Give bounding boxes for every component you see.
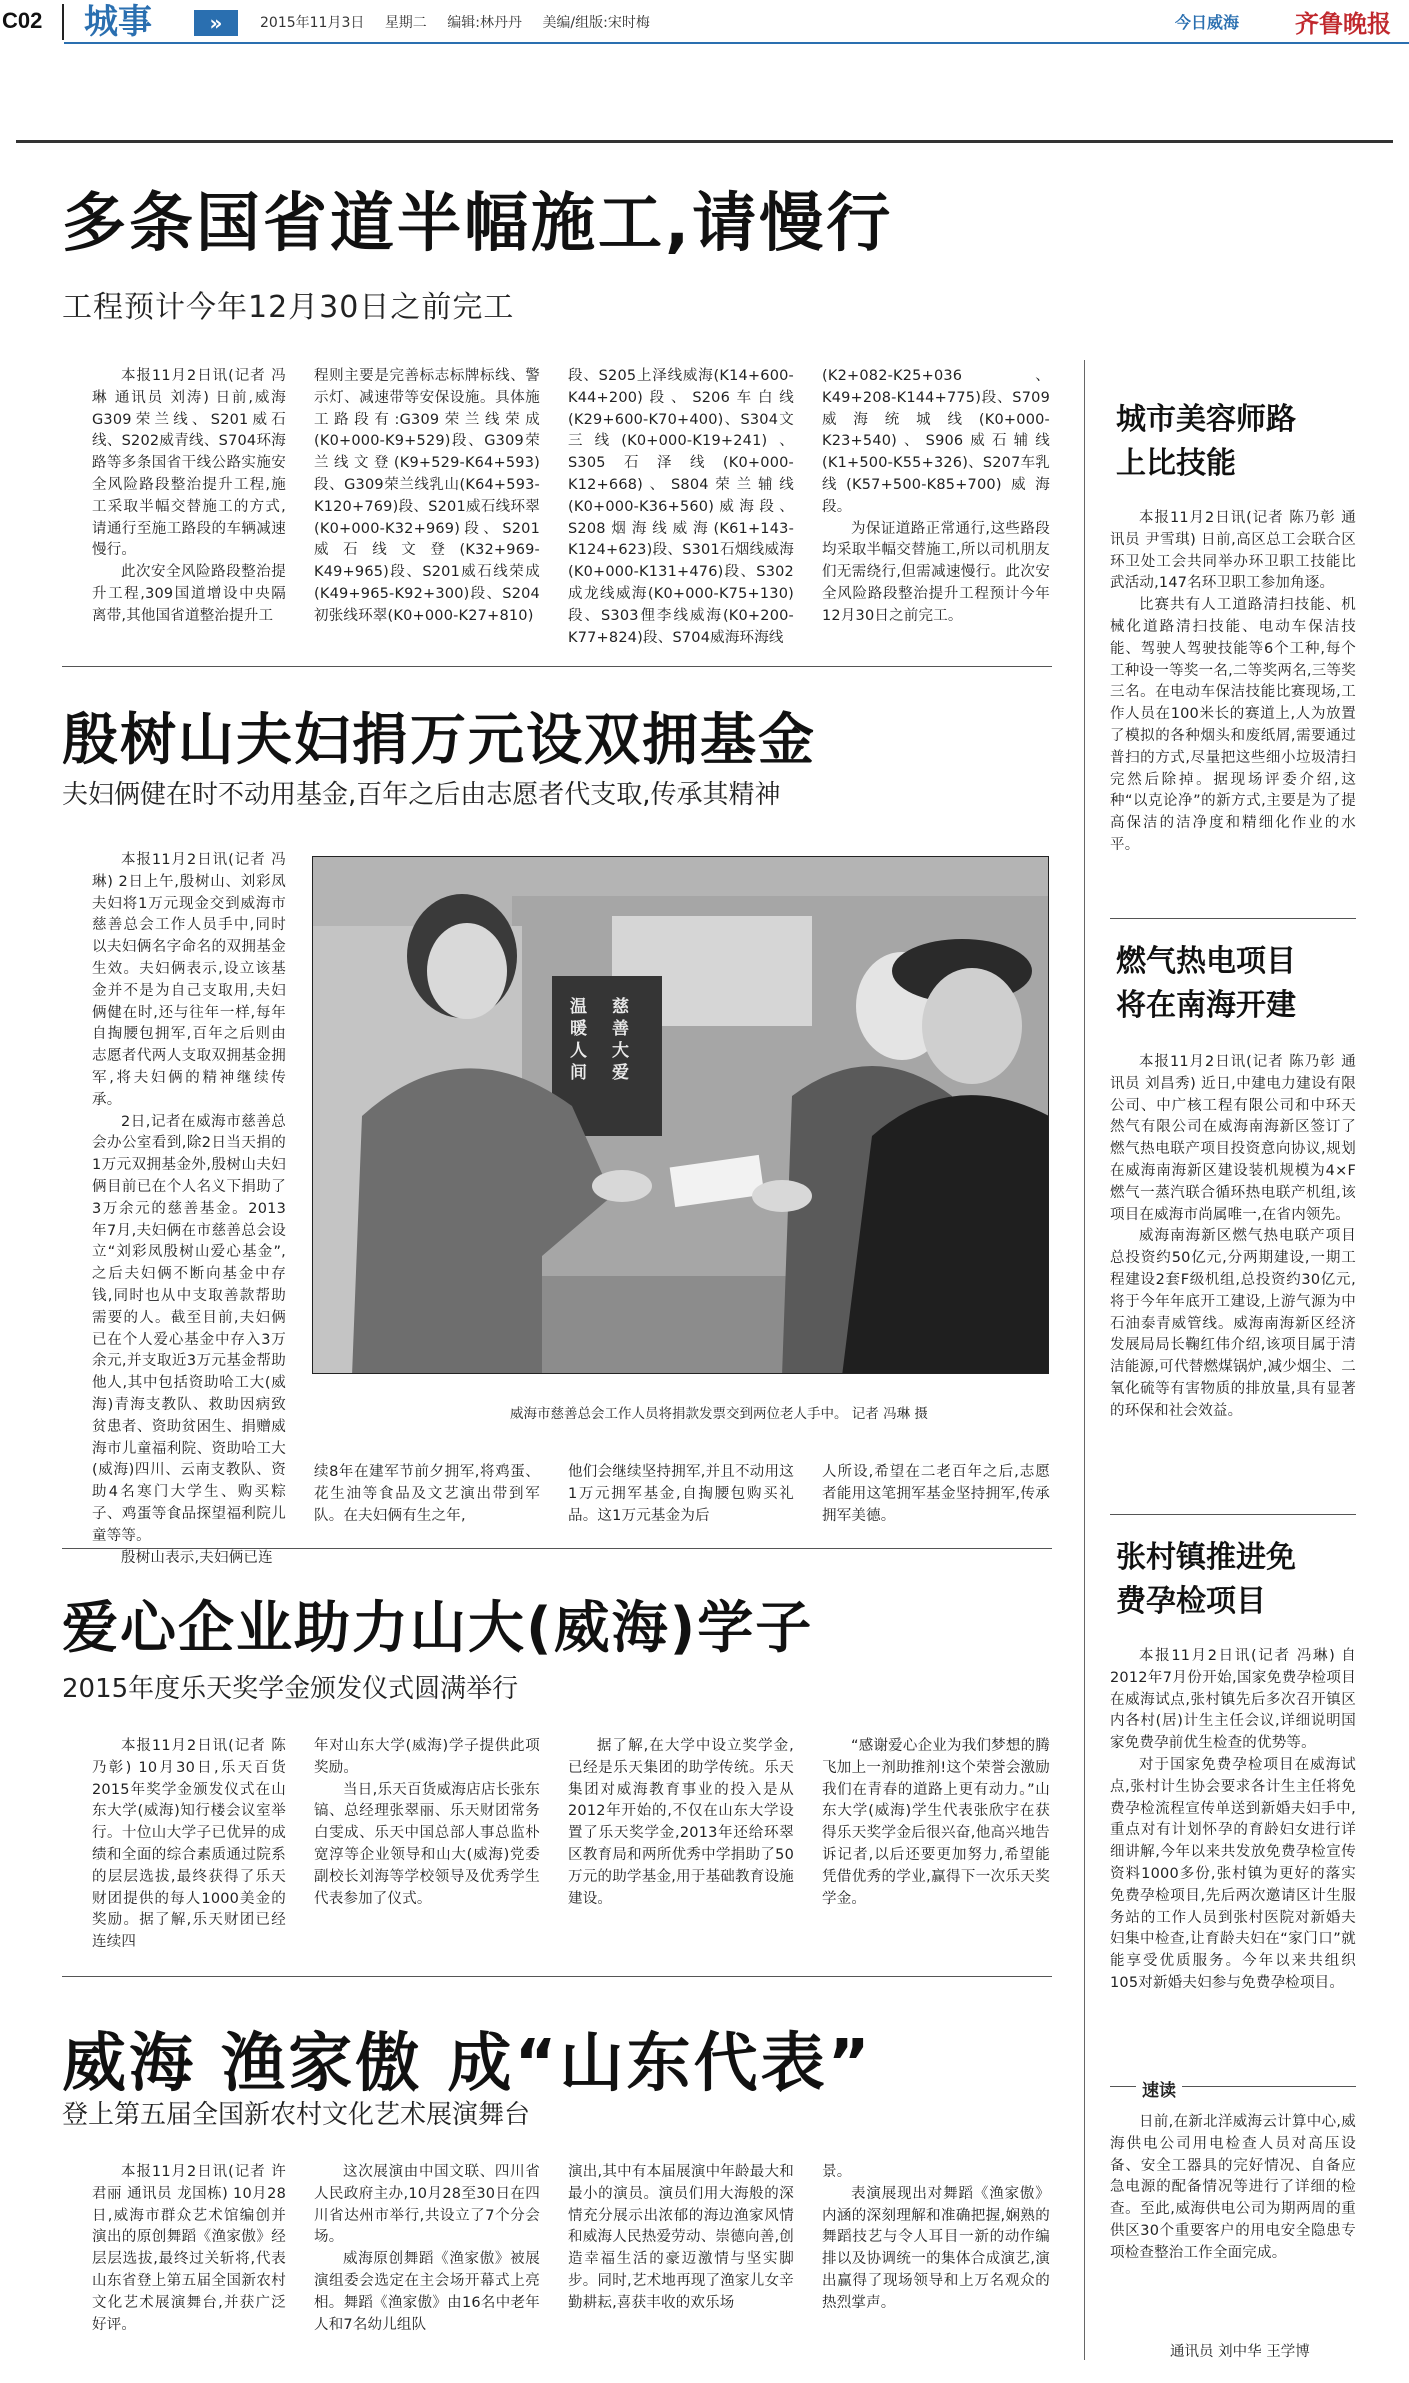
article3-col-1 — [92, 1736, 286, 1954]
article2-bottom-rule — [62, 1548, 1052, 1549]
article4-col-2 — [314, 2162, 540, 2336]
news-flash-byline: 通讯员 刘中华 王学博 — [1170, 2344, 1310, 2360]
article4-para: 演出,其中有本届展演中年龄最大和最小的演员。演员们用大海般的深情充分展示出浓郁的海边渔家风情和威海人民热爱劳动、崇德向善,创造幸福生活的豪迈激情与坚实脚步。同时,艺术地再现了渔家儿女辛勤耕耘,喜获丰收的欢乐场 — [568, 2164, 794, 2311]
header-rule — [64, 42, 1409, 44]
article3-col-3 — [568, 1736, 794, 1910]
news-flash-para: 日前,在新北洋威海云计算中心,威海供电公司用电检查人员对高压设备、安全工器具的完好情况、自备应急电源的配备情况等进行了详细的检查。至此,威海供电公司为期两周的重供区30个重要客户的用电安全隐患专项检查整治工作全面完成。 — [1110, 2114, 1356, 2261]
plaque-text: 慈善 — [612, 997, 629, 1039]
article4-subtitle: 登上第五届全国新农村文化艺术展演舞台 — [62, 2100, 531, 2130]
editor: 编辑:林丹丹 — [447, 15, 522, 31]
article1-bottom-rule — [62, 666, 1052, 667]
sidebar2-title: 燃气热电项目将在南海开建 — [1116, 944, 1296, 1023]
photo-illustration — [312, 856, 1049, 1374]
article4-para: 表演展现出对舞蹈《渔家傲》内涵的深刻理解和准确把握,娴熟的舞蹈技艺与令人耳目一新的动作编排以及协调统一的集体合成演艺,演出赢得了现场领导和上万名观众的热烈掌声。 — [822, 2185, 1050, 2311]
issue-date: 2015年11月3日 — [260, 15, 365, 31]
sidebar3-para: 本报11月2日讯(记者 冯琳) 自2012年7月份开始,国家免费孕检项目在威海试点,张村镇先后多次召开镇区内各村(居)计生主任会议,详细说明国家免费孕前优生检查的优势等。 — [1110, 1648, 1356, 1752]
page-number: C02 — [2, 8, 43, 33]
article1-title: 多条国省道半幅施工,请慢行 — [62, 187, 894, 261]
article3-title: 爱心企业助力山大(威海)学子 — [62, 1596, 814, 1661]
sidebar2-para: 威海南海新区燃气热电联产项目总投资约50亿元,分两期建设,一期工程建设2套F级机组,总投资约30亿元,将于今年年底开工建设,上游气源为中石油泰青威管线。威海南海新区经济发展局局长鞠红伟介绍,该项目属于清洁能源,可代替燃煤锅炉,减少烟尘、二氧化硫等有害物质的排放量,具有显著的环保和社会效益。 — [1110, 1228, 1356, 1419]
section-arrow-icon: » — [194, 10, 238, 36]
article1-para: 此次安全风险路段整治提升工程,309国道增设中央隔离带,其他国省道整治提升工 — [92, 564, 286, 624]
article1-col-2 — [314, 366, 540, 628]
designer: 美编/组版:宋时梅 — [542, 15, 650, 31]
article1-col-3 — [568, 366, 794, 649]
article2-para: 续8年在建军节前夕拥军,将鸡蛋、花生油等食品及文艺演出带到军队。在夫妇俩有生之年, — [314, 1464, 540, 1524]
plaque-text-left — [570, 996, 590, 1084]
sidebar3-title: 张村镇推进免费孕检项目 — [1116, 1540, 1296, 1619]
article1-para: 本报11月2日讯(记者 冯琳 通讯员 刘涛) 日前,威海G309荣兰线、S201威石线、S202威青线、S704环海路等多条国省干线公路实施安全风险路段整治提升工程,施工采取半幅交替施工的方式,请通行至施工路段的车辆减速慢行。 — [92, 368, 286, 559]
article4-para: 景。 — [822, 2164, 852, 2180]
news-photo — [312, 856, 1049, 1374]
article2-col-3 — [568, 1462, 794, 1527]
article2-subtitle: 夫妇俩健在时不动用基金,百年之后由志愿者代支取,传承其精神 — [62, 780, 781, 810]
plaque-text: 人间 — [570, 1041, 587, 1083]
plaque-text-right — [612, 996, 632, 1084]
sidebar2-body — [1110, 1052, 1356, 1423]
header-bottom-rule — [16, 140, 1393, 143]
article3-subtitle: 2015年度乐天奖学金颁发仪式圆满举行 — [62, 1674, 519, 1704]
article1-subtitle: 工程预计今年12月30日之前完工 — [62, 290, 515, 325]
article4-para: 这次展演由中国文联、四川省人民政府主办,10月28至30日在四川省达州市举行,共设立了7个分会场。 — [314, 2164, 540, 2246]
article2-para: 他们会继续坚持拥军,并且不动用这1万元拥军基金,自掏腰包购买礼品。这1万元基金为后 — [568, 1464, 794, 1524]
article3-col-4 — [822, 1736, 1050, 1910]
article4-col-1 — [92, 2162, 286, 2336]
sidebar2-para: 本报11月2日讯(记者 陈乃彰 通讯员 刘昌秀) 近日,中建电力建设有限公司、中广核工程有限公司和中环天然气有限公司在威海南海新区签订了燃气热电联产项目投资意向协议,规划在威海南海新区建设装机规模为4×F燃气一蒸汽联合循环热电联产机组,该项目在威海市尚属唯一,在省内领先。 — [1110, 1054, 1356, 1223]
article3-para: “感谢爱心企业为我们梦想的腾飞加上一剂助推剂!这个荣誉会激励我们在青春的道路上更有动力。”山东大学(威海)学生代表张欣宇在获得乐天奖学金后很兴奋,他高兴地告诉记者,以后还要更加努力,希望能凭借优秀的学业,赢得下一次乐天奖学金。 — [822, 1738, 1050, 1907]
sidebar1-para: 本报11月2日讯(记者 陈乃彰 通讯员 尹雪琪) 日前,高区总工会联合区环卫处工会共同举办环卫职工技能比武活动,147名环卫职工参加角逐。 — [1110, 510, 1356, 592]
article2-para: 本报11月2日讯(记者 冯琳) 2日上午,殷树山、刘彩凤夫妇将1万元现金交到威海市慈善总会工作人员手中,同时以夫妇俩名字命名的双拥基金生效。夫妇俩表示,设立该基金并不是为自己支取用,夫妇俩健在时,还与往年一样,每年自掏腰包拥军,百年之后则由志愿者代两人支取双拥基金拥军,将夫妇俩的精神继续传承。 — [92, 852, 286, 1108]
article1-col-1 — [92, 366, 286, 628]
article1-para: 程则主要是完善标志标牌标线、警示灯、减速带等安保设施。具体施工路段有:G309荣兰线荣成(K0+000-K9+529)段、G309荣兰线文登(K9+529-K64+593)段、G309荣兰线乳山(K64+593-K120+769)段、S201威石线环翠(K0+000-K32+969)段、S201威石线文登(K32+969-K49+965)段、S201威石线荣成(K49+965-K92+300)段、S204初张线环翠(K0+000-K27+810) — [314, 368, 540, 624]
article4-col-3 — [568, 2162, 794, 2315]
article3-para: 年对山东大学(威海)学子提供此项奖励。 — [314, 1738, 540, 1776]
article1-para: 为保证道路正常通行,这些路段均采取半幅交替施工,所以司机朋友们无需绕行,但需减速慢行。此次安全风险路段整治提升工程预计今年12月30日之前完工。 — [822, 520, 1050, 624]
news-flash-body — [1110, 2112, 1356, 2265]
article3-para: 本报11月2日讯(记者 陈乃彰) 10月30日,乐天百货2015年奖学金颁发仪式在山东大学(威海)知行楼会议室举行。十位山大学子已优异的成绩和全面的综合素质通过院系的层层选拔,最终获得了乐天财团提供的每人1000美金的奖励。据了解,乐天财团已经连续四 — [92, 1738, 286, 1951]
sidebar3-para: 对于国家免费孕检项目在威海试点,张村计生协会要求各计生主任将免费孕检流程宣传单送到新婚夫妇手中,重点对有计划怀孕的育龄妇女进行详细讲解,今年以来共发放免费孕检宣传资料1000多份,张村镇为更好的落实免费孕检项目,先后两次邀请区计生服务站的工作人员到张村医院对新婚夫妇集中检查,让育龄夫妇在“家门口”就能享受优质服务。今年以来共组织105对新婚夫妇参与免费孕检项目。 — [1110, 1756, 1356, 1991]
article3-para: 据了解,在大学中设立奖学金,已经是乐天集团的助学传统。乐天集团对威海教育事业的投入是从2012年开始的,不仅在山东大学设置了乐天奖学金,2013年还给环翠区教育局和两所优秀中学捐助了50万元的助学基金,用于基础教育设施建设。 — [568, 1738, 794, 1907]
article4-para: 威海原创舞蹈《渔家傲》被展演组委会选定在主会场开幕式上亮相。舞蹈《渔家傲》由16名中老年人和7名幼儿组队 — [314, 2251, 540, 2333]
news-flash-title: 速读 — [1136, 2076, 1182, 2101]
article2-col-4 — [822, 1462, 1050, 1527]
photo-caption: 威海市慈善总会工作人员将捐款发票交到两位老人手中。 记者 冯琳 摄 — [510, 1406, 928, 1422]
article3-para: 当日,乐天百货威海店店长张东镐、总经理张翠丽、乐天财团常务白雯成、乐天中国总部人事总监朴宽淳等企业领导和山大(威海)党委副校长刘海等学校领导及优秀学生代表参加了仪式。 — [314, 1781, 540, 1907]
plaque-text: 温暖 — [570, 997, 587, 1039]
header-separator — [62, 4, 64, 40]
plaque-text: 大爱 — [612, 1041, 629, 1083]
edition-name: 今日威海 — [1175, 13, 1240, 32]
sidebar1-title: 城市美容师路上比技能 — [1116, 402, 1296, 481]
article4-para: 本报11月2日讯(记者 许君丽 通讯员 龙国栋) 10月28日,威海市群众艺术馆编创并演出的原创舞蹈《渔家傲》经层层选拔,最终过关斩将,代表山东省登上第五届全国新农村文化艺术展演舞台,并获广泛好评。 — [92, 2164, 286, 2333]
article4-col-4 — [822, 2162, 1050, 2315]
sidebar1-para: 比赛共有人工道路清扫技能、机械化道路清扫技能、电动车保洁技能、驾驶人驾驶技能等6个工种,每个工种设一等奖一名,二等奖两名,三等奖三名。在电动车保洁技能比赛现场,工作人员在100米长的赛道上,人为放置了模拟的各种烟头和废纸屑,需要通过普扫的方式,尽量把这些细小垃圾清扫完然后除掉。据现场评委介绍,这种“以克论净”的新方式,主要是为了提高保洁的洁净度和精细化作业的水平。 — [1110, 597, 1356, 853]
article3-col-2 — [314, 1736, 540, 1910]
sidebar2-rule — [1110, 1514, 1356, 1515]
sidebar1-body — [1110, 508, 1356, 857]
sidebar-divider — [1084, 360, 1085, 2360]
article3-bottom-rule — [62, 1976, 1052, 1977]
article1-col-4 — [822, 366, 1050, 628]
article1-para: (K2+082-K25+036、K49+208-K144+775)段、S709威海统城线(K0+000-K23+540)、S906威石辅线(K1+500-K55+326)、S207车乳线(K57+500-K85+700)威海段。 — [822, 368, 1050, 515]
article2-col-1 — [92, 850, 286, 1569]
article1-para: 段、S205上泽线威海(K14+600-K44+200)段、S206车白线(K29+600-K70+400)、S304文三线(K0+000-K19+241)、S305石泽线(K0+000-K12+668)、S804荣兰辅线(K0+000-K36+560)威海段、S208烟海线威海(K61+143-K124+623)段、S301石烟线威海(K0+000-K131+476)段、S302成龙线威海(K0+000-K75+130)段、S303俚李线威海(K0+200-K77+824)段、S704威海环海线 — [568, 368, 794, 646]
article2-para: 殷树山表示,夫妇俩已连 — [121, 1549, 273, 1566]
article2-col-2 — [314, 1462, 540, 1527]
article2-title: 殷树山夫妇捐万元设双拥基金 — [62, 708, 816, 773]
article2-para: 人所设,希望在二老百年之后,志愿者能用这笔拥军基金坚持拥军,传承拥军美德。 — [822, 1464, 1050, 1524]
sidebar3-body — [1110, 1646, 1356, 1995]
article4-title: 威海 渔家傲 成“山东代表” — [62, 2027, 873, 2101]
newspaper-logo: 齐鲁晚报 — [1295, 9, 1391, 38]
issue-weekday: 星期二 — [384, 15, 427, 31]
article2-para: 2日,记者在威海市慈善总会办公室看到,除2日当天捐的1万元双拥基金外,殷树山夫妇俩目前已在个人名义下捐助了3万余元的慈善基金。2013年7月,夫妇俩在市慈善总会设立“刘彩凤殷树山爱心基金”,之后夫妇俩不断向基金中存钱,同时也从中支取善款帮助需要的人。截至目前,夫妇俩已在个人爱心基金中存入3万余元,并支取近3万元基金帮助他人,其中包括资助哈工大(威海)青海支教队、救助因病致贫患者、资助贫困生、捐赠威海市儿童福利院、资助哈工大(威海)四川、云南支教队、资助4名寒门大学生、购买粽子、鸡蛋等食品探望福利院儿童等等。 — [92, 1113, 286, 1544]
section-name: 城事 — [84, 2, 152, 42]
issue-meta — [260, 12, 800, 32]
sidebar1-rule — [1110, 918, 1356, 919]
man-figure — [842, 1095, 1049, 1374]
